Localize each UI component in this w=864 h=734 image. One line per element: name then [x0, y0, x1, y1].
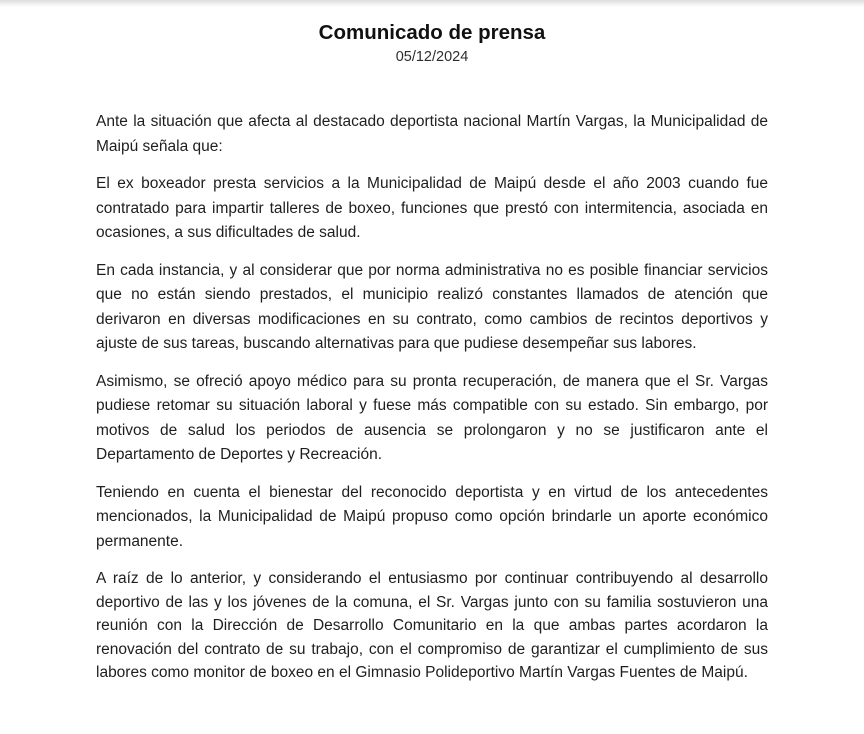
paragraph-intro: Ante la situación que afecta al destacado deportista nacional Martín Vargas, la Municipalidad de Maipú señala que: — [96, 113, 768, 155]
paragraph-contract-modifications: En cada instancia, y al considerar que por norma administrativa no es posible financiar servicios que no están siendo prestados, el municipio realizó constantes llamados de atención que derivaron en diversas modificaciones en su contrato, como cambios de recintos deportivos y ajuste de sus tareas, buscando alternativas para que pudiese desempeñar sus labores. — [96, 261, 768, 352]
top-scroll-shadow — [0, 0, 864, 7]
document-body — [96, 110, 768, 685]
document-title: Comunicado de prensa — [318, 21, 546, 44]
paragraph-contract-renewal: A raíz de lo anterior, y considerando el entusiasmo por continuar contribuyendo al desarrollo deportivo de las y los jóvenes de la comuna, el Sr. Vargas junto con su familia sostuvieron una reunión con la Dirección de Desarrollo Comunitario en la que ambas partes acordaron la renovación del contrato de su trabajo, con el compromiso de garantizar el cumplimiento de sus labores como monitor de boxeo en el Gimnasio Polideportivo Martín Vargas Fuentes de Maipú. — [96, 570, 768, 681]
paragraph-services-history: El ex boxeador presta servicios a la Municipalidad de Maipú desde el año 2003 cuando fue contratado para impartir talleres de boxeo, funciones que prestó con intermitencia, asociada en ocasiones, a sus dificultades de salud. — [96, 175, 768, 241]
paragraph-medical-support: Asimismo, se ofreció apoyo médico para su pronta recuperación, de manera que el Sr. Vargas pudiese retomar su situación laboral y fuese más compatible con su estado. Sin embargo, por motivos de salud los periodos de ausencia se prolongaron y no se justificaron ante el Departamento de Deportes y Recreación. — [96, 372, 768, 463]
paragraph-economic-support: Teniendo en cuenta el bienestar del reconocido deportista y en virtud de los antecedentes mencionados, la Municipalidad de Maipú propuso como opción brindarle un aporte económico permanente. — [96, 483, 768, 550]
document-header — [0, 21, 864, 66]
document-date: 05/12/2024 — [395, 49, 469, 65]
